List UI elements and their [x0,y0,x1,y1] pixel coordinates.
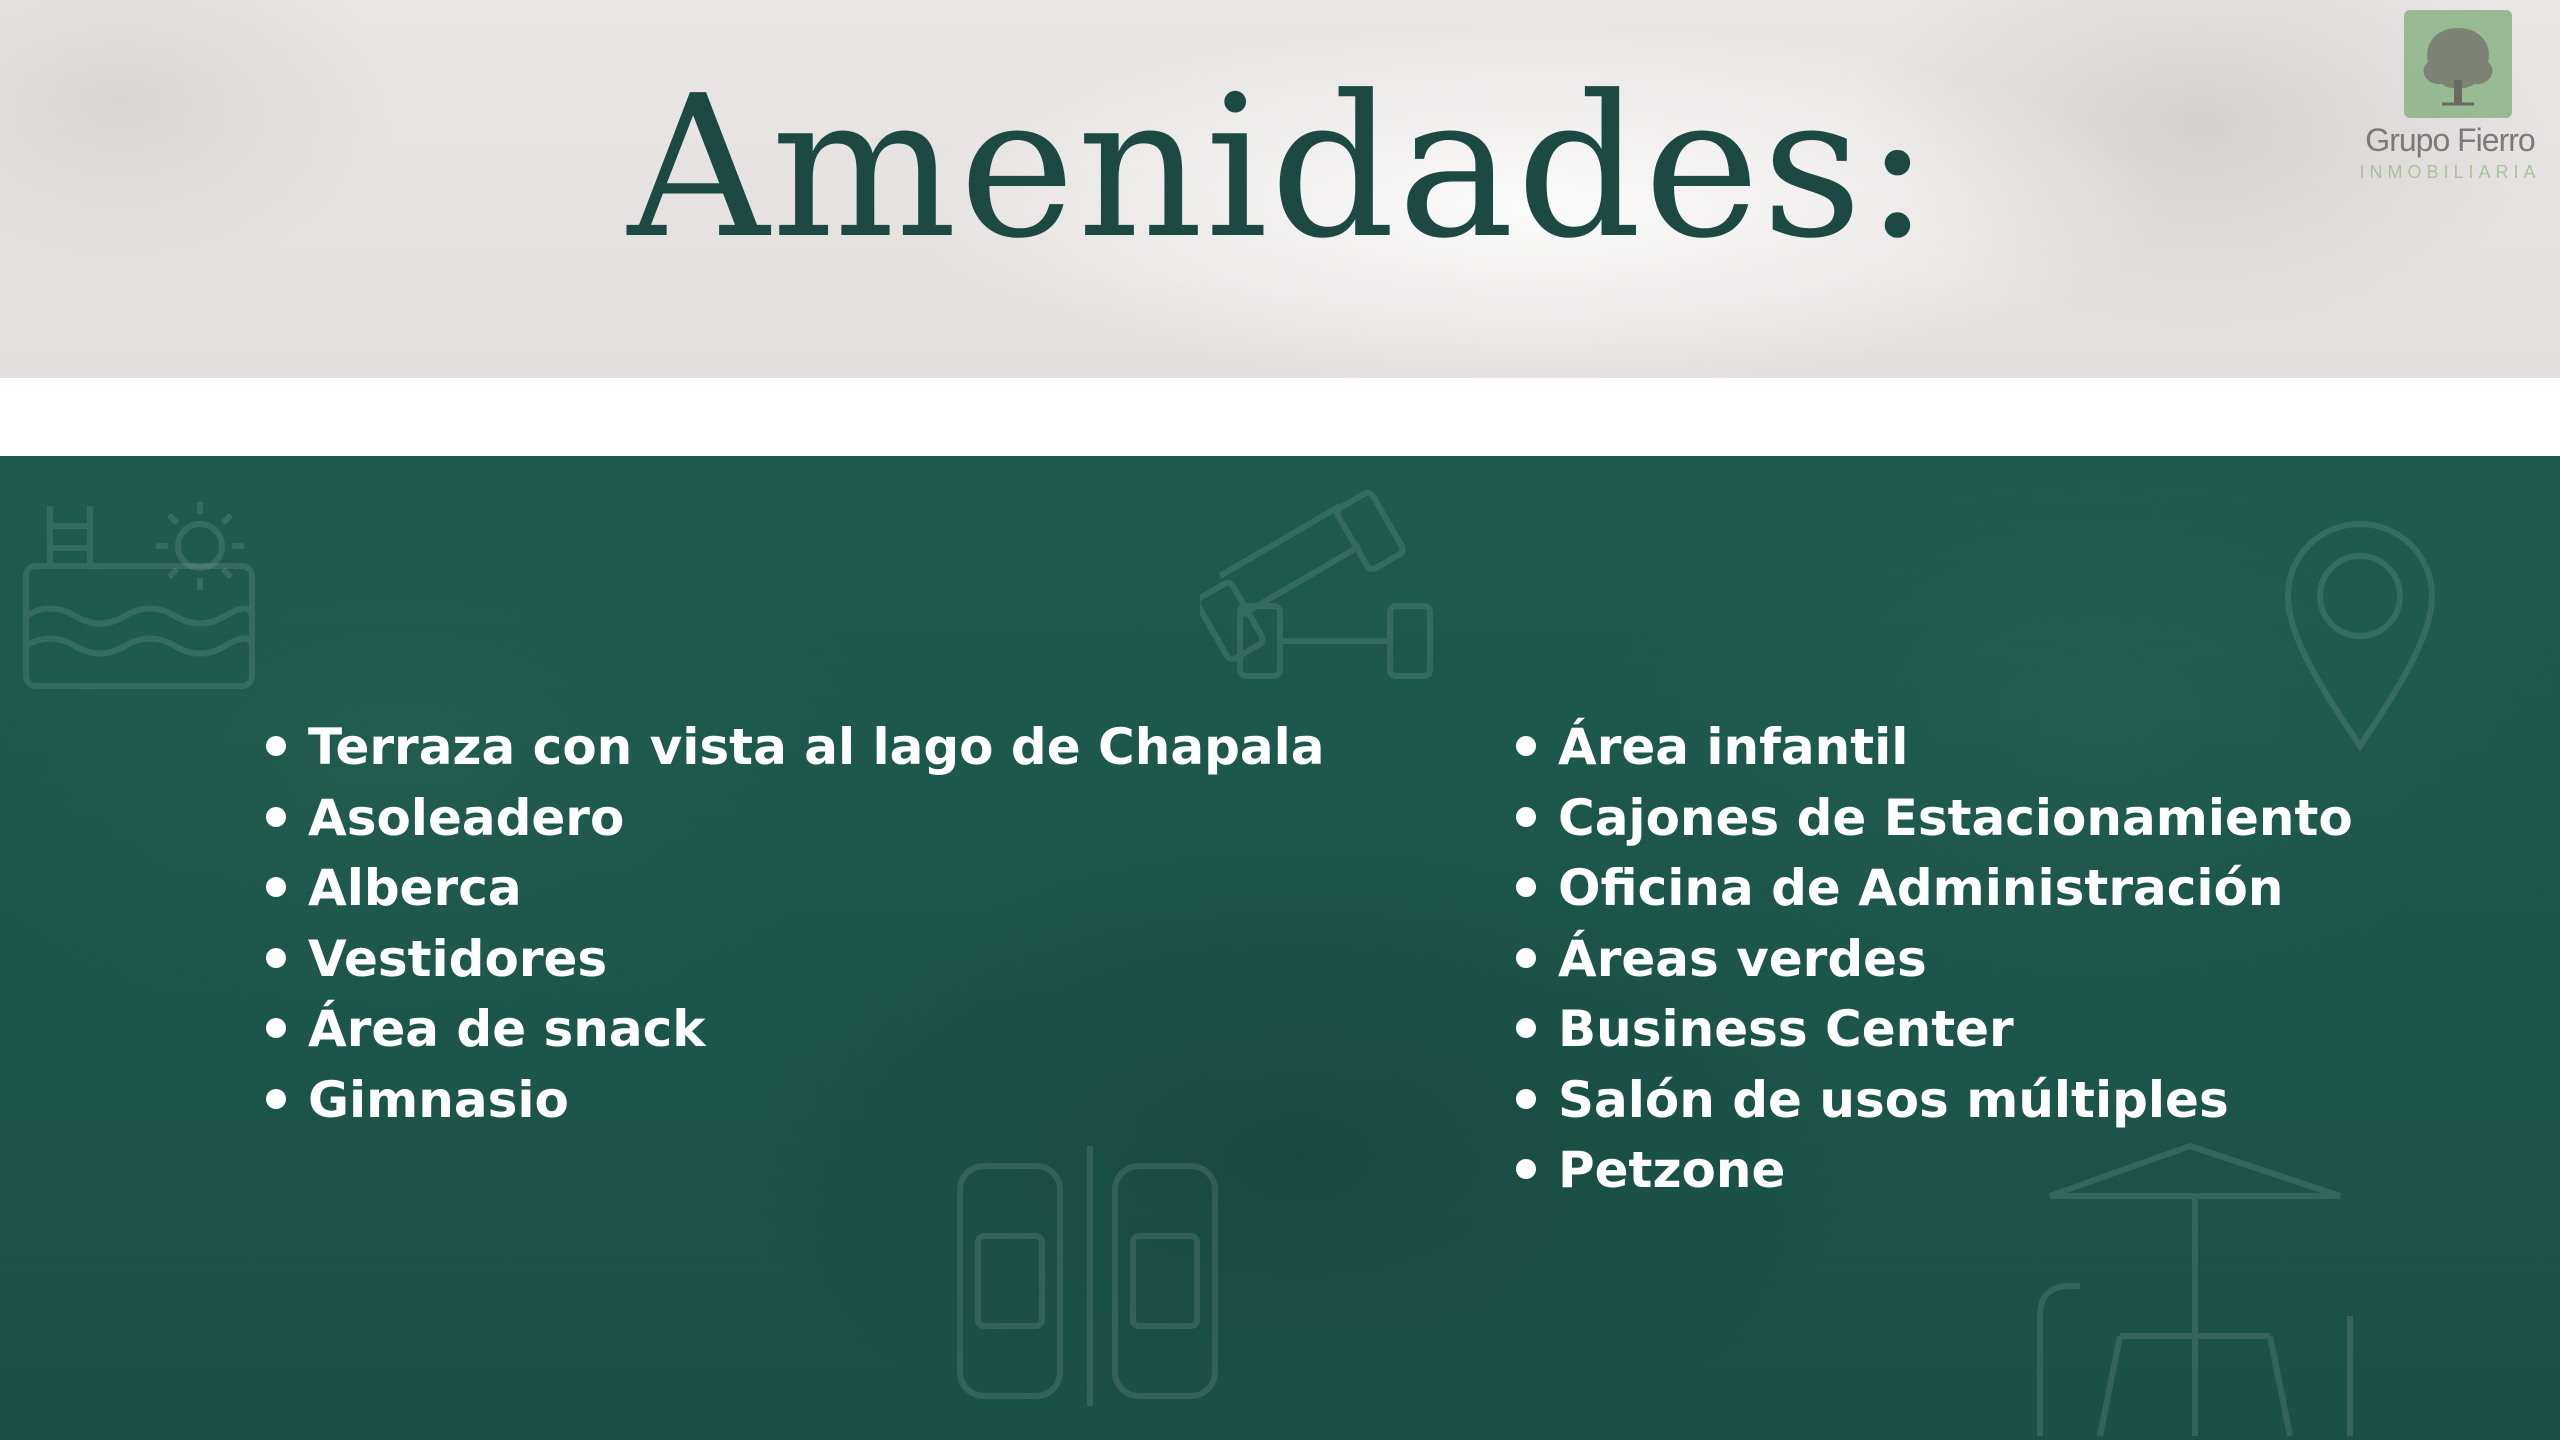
bullet-icon [1516,1159,1536,1179]
page-title: Amenidades: [627,54,1933,282]
bullet-icon [1516,877,1536,897]
list-item: Cajones de Estacionamiento [1514,783,2353,854]
logo-mark [2404,10,2512,118]
bullet-icon [266,807,286,827]
company-logo [2350,10,2550,190]
amenities-panel [0,456,2560,1440]
bullet-icon [266,1018,286,1038]
bullet-icon [266,1089,286,1109]
bullet-icon [1516,948,1536,968]
list-item: Salón de usos múltiples [1514,1065,2353,1136]
list-item: Petzone [1514,1135,2353,1206]
bullet-icon [266,948,286,968]
list-item: Asoleadero [264,783,1324,854]
amenities-list-right [1514,712,2353,1206]
list-item: Áreas verdes [1514,924,2353,995]
list-item: Área de snack [264,994,1324,1065]
list-item: Oficina de Administración [1514,853,2353,924]
amenities-list-left [264,712,1324,1135]
list-item: Área infantil [1514,712,2353,783]
list-item: Terraza con vista al lago de Chapala [264,712,1324,783]
dumbbell-icon [1200,486,1440,686]
list-item: Alberca [264,853,1324,924]
header-banner [0,0,2560,378]
bullet-icon [1516,1018,1536,1038]
sun-icon [150,496,250,596]
bullet-icon [266,736,286,756]
bullet-icon [1516,807,1536,827]
parking-icon [950,1146,1230,1406]
logo-subtitle: INMOBILIARIA [2359,162,2541,182]
list-item: Gimnasio [264,1065,1324,1136]
list-item: Vestidores [264,924,1324,995]
bullet-icon [1516,1089,1536,1109]
bullet-icon [266,877,286,897]
tree-icon [2404,10,2512,118]
logo-name: Grupo Fierro [2365,122,2535,158]
bullet-icon [1516,736,1536,756]
list-item: Business Center [1514,994,2353,1065]
